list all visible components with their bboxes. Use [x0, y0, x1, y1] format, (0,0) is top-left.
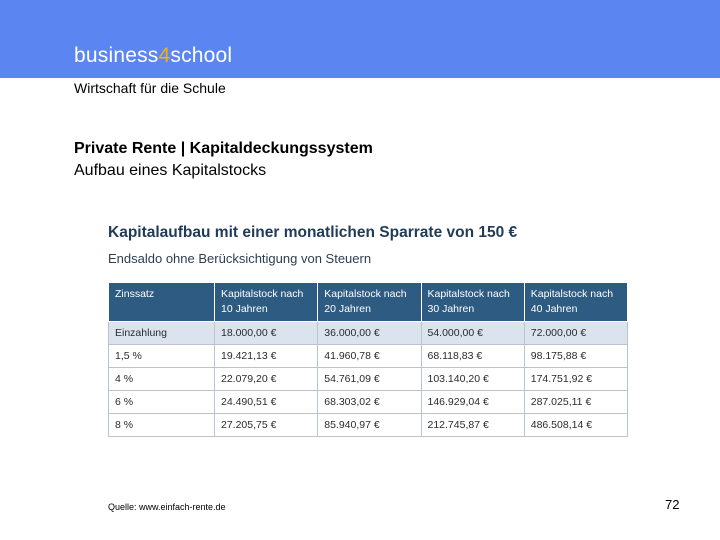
table-cell: 18.000,00 € [215, 322, 318, 345]
table-header-cell: Kapitalstock nach 10 Jahren [215, 283, 318, 322]
table-cell: 24.490,51 € [215, 391, 318, 414]
table-cell: 54.761,09 € [318, 368, 421, 391]
table-cell: 174.751,92 € [524, 368, 627, 391]
table-cell: 41.960,78 € [318, 345, 421, 368]
capital-table [108, 282, 628, 437]
table-cell: 27.205,75 € [215, 414, 318, 437]
table-header-row [109, 283, 628, 322]
table-cell: 85.940,97 € [318, 414, 421, 437]
slide-title: Private Rente | Kapitaldeckungssystem [74, 140, 373, 157]
table-cell: 486.508,14 € [524, 414, 627, 437]
table-cell: 98.175,88 € [524, 345, 627, 368]
table-cell: 8 % [109, 414, 215, 437]
figure-subtitle: Endsaldo ohne Berücksichtigung von Steuern [108, 251, 372, 266]
table-row [109, 322, 628, 345]
brand-prefix: business [74, 44, 159, 67]
table-cell: 1,5 % [109, 345, 215, 368]
table-cell: 4 % [109, 368, 215, 391]
table-cell: 68.118,83 € [421, 345, 524, 368]
table-row [109, 391, 628, 414]
table-header-cell: Kapitalstock nach 30 Jahren [421, 283, 524, 322]
table-cell: 36.000,00 € [318, 322, 421, 345]
table-cell: 72.000,00 € [524, 322, 627, 345]
table-row [109, 345, 628, 368]
table-row [109, 368, 628, 391]
table-row [109, 414, 628, 437]
page-number: 72 [665, 497, 680, 512]
table-cell: 22.079,20 € [215, 368, 318, 391]
table-cell: 212.745,87 € [421, 414, 524, 437]
table-cell: 6 % [109, 391, 215, 414]
table-cell: 19.421,13 € [215, 345, 318, 368]
table-cell: 54.000,00 € [421, 322, 524, 345]
table-cell: Einzahlung [109, 322, 215, 345]
table-cell: 146.929,04 € [421, 391, 524, 414]
table-header-cell: Zinssatz [109, 283, 215, 322]
table-header-cell: Kapitalstock nach 40 Jahren [524, 283, 627, 322]
header-subtitle: Wirtschaft für die Schule [74, 80, 226, 96]
brand-logo [74, 44, 232, 68]
brand-number: 4 [158, 44, 171, 67]
slide-subtitle: Aufbau eines Kapitalstocks [74, 162, 267, 179]
figure-title: Kapitalaufbau mit einer monatlichen Sparrate von 150 € [108, 224, 518, 241]
table-cell: 103.140,20 € [421, 368, 524, 391]
brand-suffix: school [170, 44, 233, 67]
source-note: Quelle: www.einfach-rente.de [108, 502, 226, 512]
table-cell: 287.025,11 € [524, 391, 627, 414]
table-cell: 68.303,02 € [318, 391, 421, 414]
table-header-cell: Kapitalstock nach 20 Jahren [318, 283, 421, 322]
